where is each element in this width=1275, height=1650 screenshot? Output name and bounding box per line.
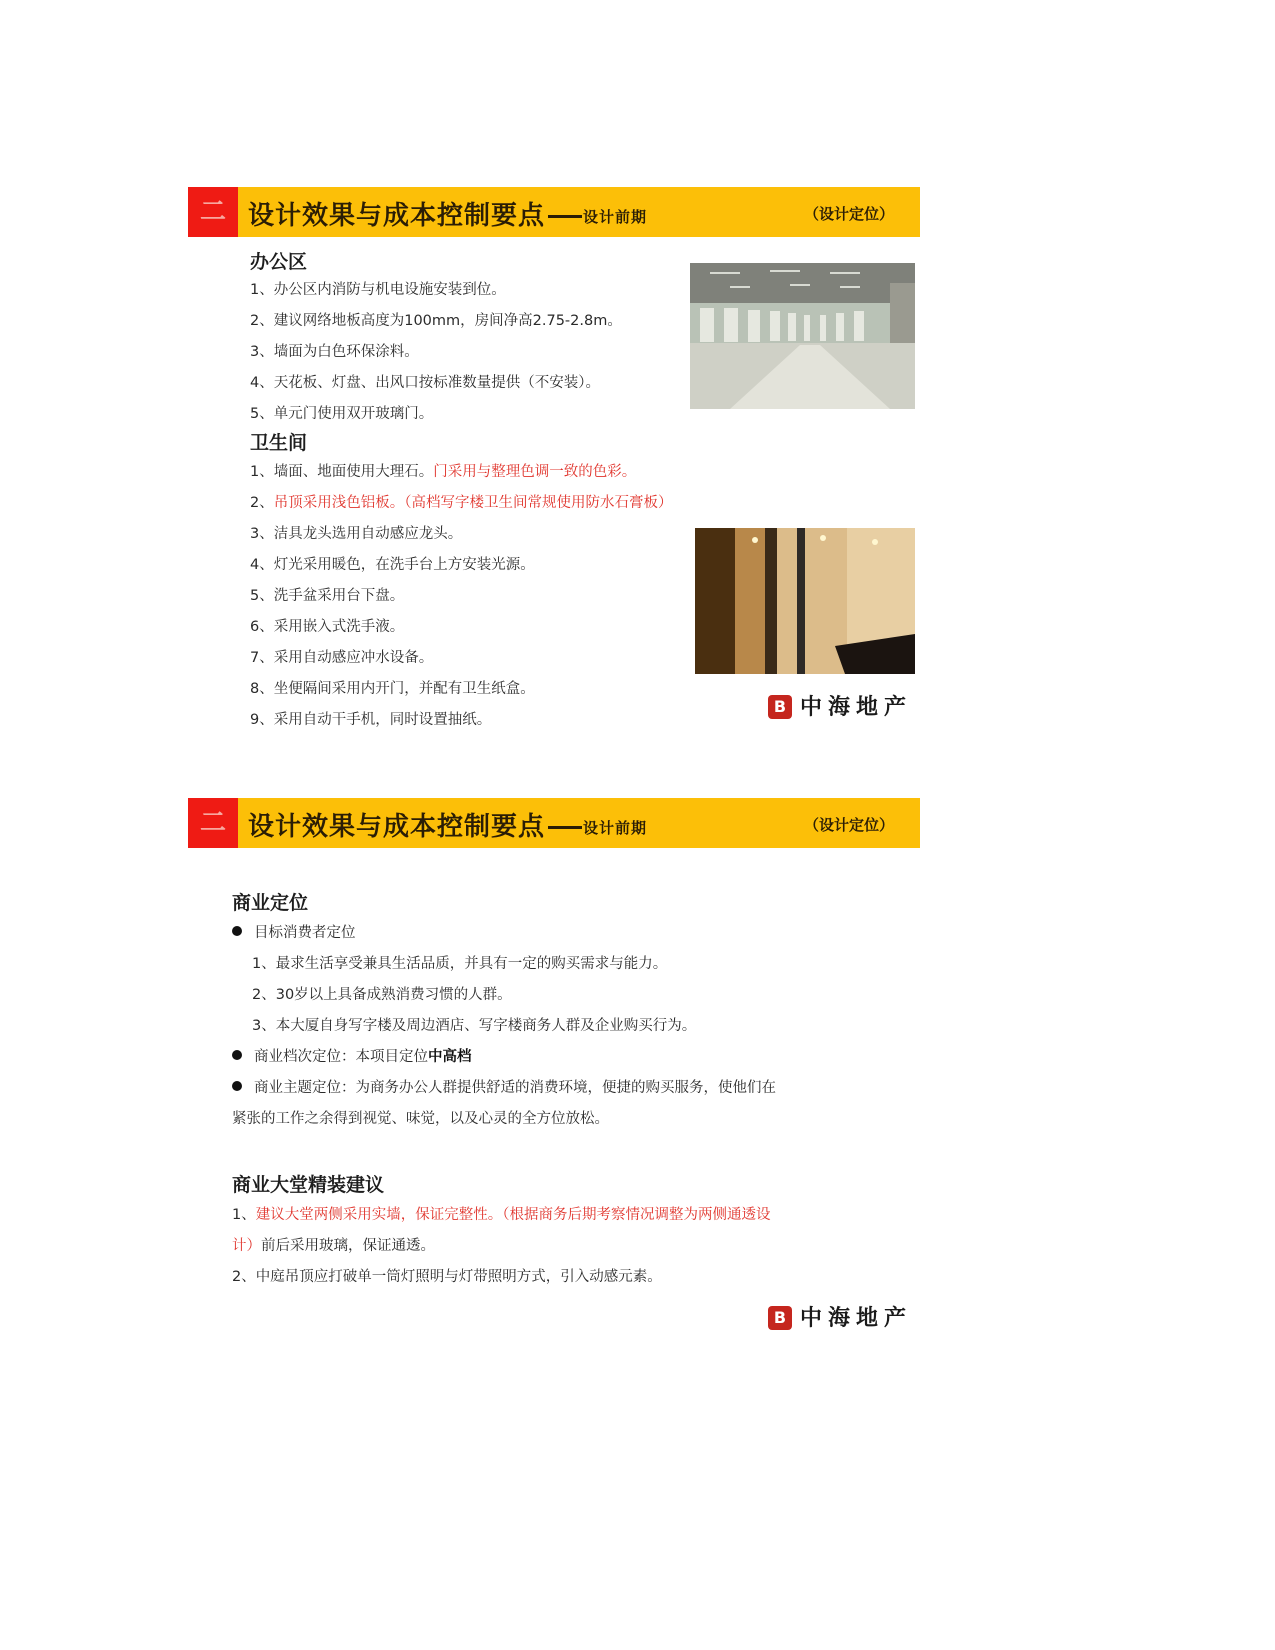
bullet-icon (232, 1081, 242, 1091)
restroom-item-2-number: 2、 (250, 495, 274, 511)
lobby-item-1-cont (232, 1236, 435, 1256)
restroom-item-8: 8、坐便隔间采用内开门，并配有卫生纸盒。 (250, 681, 535, 697)
section-tag: （设计定位） (803, 816, 894, 834)
grade-bullet (232, 1047, 472, 1067)
office-item-4: 4、天花板、灯盘、出风口按标准数量提供（不安装）。 (250, 375, 600, 391)
section-title-text: 设计效果与成本控制要点 (248, 201, 546, 231)
restroom-item-1-text: 1、墙面、地面使用大理石。 (250, 464, 434, 480)
theme-bullet (232, 1078, 776, 1098)
lobby-item-1-rest: 前后采用玻璃，保证通透。 (261, 1238, 435, 1254)
lobby-item-1-number: 1、 (232, 1207, 256, 1223)
section-title (248, 195, 647, 232)
grade-label: 商业档次定位：本项目定位 (254, 1049, 428, 1065)
lobby-item-1-highlight: 建议大堂两侧采用实墙，保证完整性。（根据商务后期考察情况调整为两侧通透设 (255, 1207, 771, 1223)
restroom-item-3: 3、洁具龙头选用自动感应龙头。 (250, 526, 463, 542)
logo-seal-icon: B (768, 1306, 792, 1330)
restroom-item-6: 6、采用嵌入式洗手液。 (250, 619, 405, 635)
office-heading: 办公区 (250, 251, 308, 273)
logo-seal-icon: B (768, 695, 792, 719)
title-dash (548, 826, 582, 829)
restroom-item-2 (250, 493, 672, 513)
lobby-item-1 (232, 1205, 770, 1225)
section-title-text: 设计效果与成本控制要点 (248, 812, 546, 842)
positioning-heading: 商业定位 (232, 892, 309, 914)
office-item-5: 5、单元门使用双开玻璃门。 (250, 406, 434, 422)
slide-commercial (188, 798, 920, 1358)
logo-name: 中海地产 (800, 1306, 913, 1331)
bullet-icon (232, 926, 242, 936)
section-title (248, 806, 647, 843)
office-item-1: 1、办公区内消防与机电设施安装到位。 (250, 282, 506, 298)
section-banner (188, 798, 920, 848)
restroom-item-1-highlight: 门采用与整理色调一致的色彩。 (433, 464, 637, 480)
restroom-item-7: 7、采用自动感应冲水设备。 (250, 650, 434, 666)
office-item-3: 3、墙面为白色环保涂料。 (250, 344, 419, 360)
lobby-item-2: 2、中庭吊顶应打破单一筒灯照明与灯带照明方式，引入动感元素。 (232, 1269, 662, 1285)
grade-value: 中高档 (428, 1049, 472, 1065)
target-item-1: 1、最求生活享受兼具生活品质，并具有一定的购买需求与能力。 (252, 956, 668, 972)
restroom-item-5: 5、洗手盆采用台下盘。 (250, 588, 405, 604)
section-number: 二 (188, 187, 238, 237)
office-photo (690, 263, 915, 409)
section-banner (188, 187, 920, 237)
section-tag: （设计定位） (803, 205, 894, 223)
target-item-2: 2、30岁以上具备成熟消费习惯的人群。 (252, 987, 512, 1003)
company-logo (768, 1304, 918, 1334)
restroom-item-4: 4、灯光采用暖色，在洗手台上方安装光源。 (250, 557, 535, 573)
logo-name: 中海地产 (800, 695, 913, 720)
title-dash (548, 215, 582, 218)
restroom-item-2-highlight: 吊顶采用浅色铝板。（高档写字楼卫生间常规使用防水石膏板） (273, 495, 673, 511)
section-phase: 设计前期 (583, 208, 648, 226)
restroom-heading: 卫生间 (250, 432, 308, 454)
restroom-item-9: 9、采用自动干手机，同时设置抽纸。 (250, 712, 492, 728)
section-number: 二 (188, 798, 238, 848)
theme-line-1: 商业主题定位：为商务办公人群提供舒适的消费环境，便捷的购买服务，使他们在 (254, 1080, 776, 1096)
target-consumer-label: 目标消费者定位 (254, 925, 356, 941)
restroom-photo (695, 528, 915, 674)
section-phase: 设计前期 (583, 819, 648, 837)
company-logo (768, 693, 918, 723)
slide-office-restroom (188, 187, 920, 747)
target-consumer-bullet (232, 923, 356, 943)
lobby-item-1-highlight-cont: 计） (232, 1238, 261, 1254)
target-item-3: 3、本大厦自身写字楼及周边酒店、写字楼商务人群及企业购买行为。 (252, 1018, 697, 1034)
theme-line-2: 紧张的工作之余得到视觉、味觉，以及心灵的全方位放松。 (232, 1111, 609, 1127)
bullet-icon (232, 1050, 242, 1060)
office-item-2: 2、建议网络地板高度为100mm，房间净高2.75-2.8m。 (250, 313, 622, 329)
lobby-heading: 商业大堂精装建议 (232, 1174, 385, 1196)
restroom-item-1 (250, 462, 636, 482)
